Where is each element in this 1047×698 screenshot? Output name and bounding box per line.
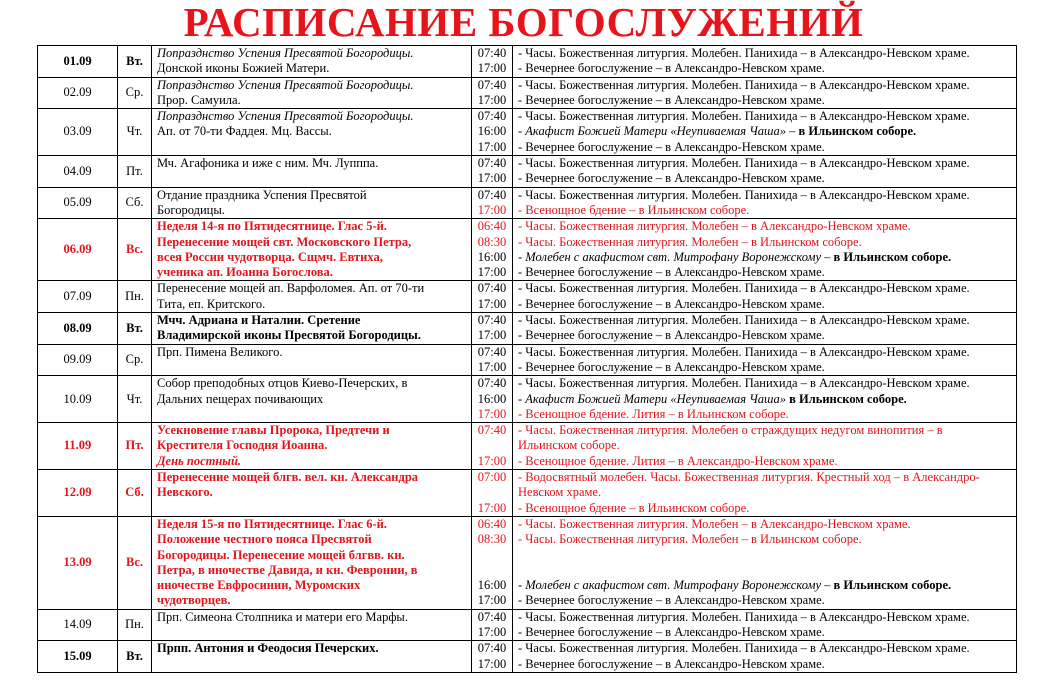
schedule-row (38, 344, 1017, 376)
description-line: Прп. Симеона Столпника и матери его Марфы. (157, 609, 408, 624)
row-weekday: Пт. (118, 156, 152, 188)
row-times (472, 376, 513, 423)
row-weekday: Вт. (118, 313, 152, 345)
service-line (518, 297, 1013, 312)
service-text: - Акафист Божией Матери «Неупиваемая Чаша» – (518, 124, 799, 139)
description-line: Ап. от 70-ти Фаддея. Мц. Вассы. (157, 124, 332, 139)
row-description (152, 344, 472, 376)
service-line (518, 657, 1013, 672)
description-line: Отдание праздника Успения Пресвятой (157, 187, 367, 202)
row-times (472, 516, 513, 609)
row-services (513, 423, 1017, 470)
service-line (518, 188, 1013, 203)
service-line (518, 501, 1013, 516)
service-time: 07:40 (477, 156, 507, 171)
service-time: 17:00 (477, 61, 507, 76)
row-services (513, 641, 1017, 673)
row-weekday: Вс. (118, 219, 152, 281)
service-line (518, 485, 1013, 500)
service-line (518, 532, 1013, 547)
service-time: 07:40 (477, 187, 507, 202)
service-time: 17:00 (477, 328, 507, 343)
service-text: в Ильинском соборе. (833, 578, 952, 593)
row-description (152, 641, 472, 673)
row-services (513, 313, 1017, 345)
description-line: Крестителя Господня Иоанна. (157, 438, 328, 453)
service-time: 08:30 (477, 532, 507, 547)
service-time: 16:00 (477, 578, 507, 593)
service-line (518, 124, 1013, 139)
row-description (152, 281, 472, 313)
service-line (518, 281, 1013, 296)
service-time: 07:40 (477, 46, 507, 60)
row-date: 10.09 (38, 376, 118, 423)
service-line (518, 360, 1013, 375)
service-time: 07:40 (477, 313, 507, 328)
row-date: 04.09 (38, 156, 118, 188)
service-time (472, 485, 512, 500)
row-weekday: Вс. (118, 516, 152, 609)
service-time: 07:40 (477, 281, 507, 296)
schedule-row (38, 609, 1017, 641)
service-time (472, 438, 512, 453)
service-time: 07:40 (477, 109, 507, 124)
service-time: 07:00 (477, 470, 507, 485)
row-times (472, 77, 513, 109)
row-date: 07.09 (38, 281, 118, 313)
service-text: в Ильинском соборе. (789, 391, 907, 406)
description-line: Перенесение мощей свт. Московского Петра, (157, 234, 412, 249)
row-weekday: Пт. (118, 423, 152, 470)
service-line (518, 578, 1013, 593)
service-text (518, 563, 521, 577)
row-weekday: Пн. (118, 281, 152, 313)
schedule-row (38, 516, 1017, 609)
service-text: - Часы. Божественная литургия. Молебен. Панихида – в Александро-Невском храме. (518, 109, 970, 124)
service-line (518, 235, 1013, 250)
service-text: - Всенощное бдение. Лития – в Александро-Невском храме. (518, 453, 838, 468)
service-time: 17:00 (477, 656, 507, 671)
row-services (513, 470, 1017, 517)
description-line: Тита, еп. Критского. (157, 296, 266, 311)
row-weekday: Чт. (118, 109, 152, 156)
service-time: 16:00 (477, 124, 507, 139)
service-text: - Вечернее богослужение – в Александро-Невском храме. (518, 296, 825, 311)
service-time: 07:40 (477, 609, 507, 624)
service-text: - Всенощное бдение – в Ильинском соборе. (518, 202, 750, 217)
row-times (472, 109, 513, 156)
description-line: Донской иконы Божией Матери. (157, 61, 330, 76)
service-text: - Вечернее богослужение – в Александро-Невском храме. (518, 139, 825, 154)
service-text: Ильинском соборе. (518, 438, 620, 453)
row-services (513, 46, 1017, 78)
service-text: - Часы. Божественная литургия. Молебен. Панихида – в Александро-Невском храме. (518, 156, 970, 171)
service-time: 07:40 (477, 77, 507, 92)
schedule-row (38, 109, 1017, 156)
description-line: всея России чудотворца. Сщмч. Евтиха, (157, 249, 383, 264)
row-services (513, 281, 1017, 313)
row-description (152, 156, 472, 188)
service-time (472, 548, 512, 563)
service-time: 16:00 (477, 249, 507, 264)
row-times (472, 609, 513, 641)
row-description (152, 423, 472, 470)
description-line: Прор. Самуила. (157, 92, 241, 107)
service-time: 17:00 (477, 296, 507, 311)
row-services (513, 219, 1017, 281)
service-line (518, 641, 1013, 656)
service-text: - Часы. Божественная литургия. Молебен. Панихида – в Александро-Невском храме. (518, 609, 970, 624)
description-line: Невского. (157, 485, 213, 500)
service-text: - Часы. Божественная литургия. Молебен. Панихида – в Александро-Невском храме. (518, 313, 970, 328)
description-line: Богородицы. Перенесение мощей блгвв. кн. (157, 547, 405, 562)
service-line (518, 345, 1013, 360)
service-text: - Молебен с акафистом свт. Митрофану Воронежскому – (518, 578, 834, 593)
service-text: в Ильинском соборе. (833, 249, 952, 264)
description-line: Собор преподобных отцов Киево-Печерских, в (157, 376, 408, 391)
service-line (518, 593, 1013, 608)
service-line (518, 93, 1013, 108)
service-line (518, 109, 1013, 124)
row-description (152, 219, 472, 281)
row-description (152, 109, 472, 156)
service-text: - Вечернее богослужение – в Александро-Невском храме. (518, 171, 825, 186)
row-services (513, 156, 1017, 188)
row-date: 14.09 (38, 609, 118, 641)
schedule-row (38, 156, 1017, 188)
description-line: Неделя 14-я по Пятидесятнице. Глас 5-й. (157, 219, 387, 234)
service-time: 17:00 (477, 359, 507, 374)
row-date: 03.09 (38, 109, 118, 156)
service-text: - Часы. Божественная литургия. Молебен – в Александро-Невском храме. (518, 516, 911, 531)
description-line: чудотворцев. (157, 593, 231, 608)
row-date: 13.09 (38, 516, 118, 609)
row-services (513, 609, 1017, 641)
service-line (518, 407, 1013, 422)
row-description (152, 609, 472, 641)
description-line: Попразднство Успения Пресвятой Богородицы. (157, 46, 414, 60)
service-time: 17:00 (477, 202, 507, 217)
service-text: - Молебен с акафистом свт. Митрофану Воронежскому – (518, 249, 834, 264)
service-time: 17:00 (477, 593, 507, 608)
schedule-body (38, 46, 1017, 673)
row-description (152, 77, 472, 109)
row-date: 02.09 (38, 77, 118, 109)
service-line (518, 376, 1013, 391)
description-line: Попразднство Успения Пресвятой Богородицы. (157, 77, 414, 92)
service-text: - Вечернее богослужение – в Александро-Невском храме. (518, 265, 825, 280)
service-line (518, 517, 1013, 532)
row-weekday: Ср. (118, 344, 152, 376)
service-text: - Часы. Божественная литургия. Молебен – в Ильинском соборе. (518, 532, 862, 547)
service-time: 17:00 (477, 624, 507, 639)
service-time: 17:00 (477, 406, 507, 421)
row-times (472, 187, 513, 219)
service-time: 17:00 (477, 139, 507, 154)
service-time: 06:40 (477, 516, 507, 531)
service-line (518, 563, 1013, 578)
description-line: Прпп. Антония и Феодосия Печерских. (157, 641, 379, 656)
schedule-table (37, 45, 1017, 673)
page-title: РАСПИСАНИЕ БОГОСЛУЖЕНИЙ (183, 0, 864, 45)
service-text: - Часы. Божественная литургия. Молебен. Панихида – в Александро-Невском храме. (518, 281, 970, 296)
service-text: - Всенощное бдение – в Ильинском соборе. (518, 500, 750, 515)
row-date: 11.09 (38, 423, 118, 470)
row-times (472, 313, 513, 345)
row-description (152, 376, 472, 423)
row-times (472, 156, 513, 188)
service-text: - Вечернее богослужение – в Александро-Невском храме. (518, 61, 825, 76)
description-line: Положение честного пояса Пресвятой (157, 532, 372, 547)
row-services (513, 344, 1017, 376)
row-times (472, 219, 513, 281)
service-line (518, 548, 1013, 563)
row-times (472, 344, 513, 376)
description-line: Мчч. Адриана и Наталии. Сретение (157, 313, 361, 328)
service-text: - Вечернее богослужение – в Александро-Невском храме. (518, 328, 825, 343)
description-line: Мч. Агафоника и иже с ним. Мч. Лупппа. (157, 156, 379, 171)
description-line: Владимирской иконы Пресвятой Богородицы. (157, 328, 421, 343)
service-text: в Ильинском соборе. (798, 124, 917, 139)
service-text: - Акафист Божией Матери «Неупиваемая Чаша» (518, 391, 790, 406)
service-time: 07:40 (477, 376, 507, 391)
description-line: Прп. Пимена Великого. (157, 344, 283, 359)
schedule-row (38, 423, 1017, 470)
schedule-row (38, 281, 1017, 313)
service-line (518, 219, 1013, 234)
schedule-row (38, 376, 1017, 423)
service-line (518, 392, 1013, 407)
service-text: - Часы. Божественная литургия. Молебен. Панихида – в Александро-Невском храме. (518, 77, 970, 92)
row-weekday: Пн. (118, 609, 152, 641)
service-line (518, 438, 1013, 453)
service-line (518, 140, 1013, 155)
row-times (472, 423, 513, 470)
schedule-row (38, 470, 1017, 517)
service-line (518, 171, 1013, 186)
row-weekday: Сб. (118, 187, 152, 219)
service-time: 17:00 (477, 265, 507, 280)
service-time: 17:00 (477, 171, 507, 186)
schedule-row (38, 219, 1017, 281)
row-description (152, 470, 472, 517)
service-line (518, 625, 1013, 640)
service-text: - Вечернее богослужение – в Александро-Невском храме. (518, 656, 825, 671)
service-line (518, 156, 1013, 171)
service-time: 07:40 (477, 641, 507, 656)
service-line (518, 328, 1013, 343)
description-line: Попразднство Успения Пресвятой Богородицы. (157, 109, 414, 124)
service-text: - Часы. Божественная литургия. Молебен – в Ильинском соборе. (518, 234, 862, 249)
row-weekday: Вт. (118, 46, 152, 78)
service-text: Невском храме. (518, 485, 602, 500)
service-text: - Всенощное бдение. Лития – в Ильинском соборе. (518, 406, 789, 421)
schedule-row (38, 641, 1017, 673)
service-time (472, 563, 512, 578)
description-line: Перенесение мощей ап. Варфоломея. Ап. от 70-ти (157, 281, 425, 296)
service-text: - Вечернее богослужение – в Александро-Невском храме. (518, 359, 825, 374)
row-weekday: Вт. (118, 641, 152, 673)
service-line (518, 454, 1013, 469)
service-text: - Вечернее богослужение – в Александро-Невском храме. (518, 92, 825, 107)
schedule-row (38, 77, 1017, 109)
description-line: Петра, в иночестве Давида, и кн. Февронии, в (157, 562, 418, 577)
service-line (518, 203, 1013, 218)
service-text: - Часы. Божественная литургия. Молебен. Панихида – в Александро-Невском храме. (518, 641, 970, 656)
row-times (472, 641, 513, 673)
row-weekday: Чт. (118, 376, 152, 423)
service-text: - Водосвятный молебен. Часы. Божественная литургия. Крестный ход – в Александро- (518, 470, 980, 485)
service-time: 06:40 (477, 219, 507, 234)
row-times (472, 470, 513, 517)
row-services (513, 187, 1017, 219)
service-line (518, 423, 1013, 438)
description-line: День постный. (157, 453, 242, 468)
row-date: 12.09 (38, 470, 118, 517)
description-line: Богородицы. (157, 202, 225, 217)
service-time: 08:30 (477, 234, 507, 249)
service-line (518, 250, 1013, 265)
row-date: 06.09 (38, 219, 118, 281)
row-date: 01.09 (38, 46, 118, 78)
service-time: 07:40 (477, 344, 507, 359)
service-line (518, 265, 1013, 280)
schedule-row (38, 187, 1017, 219)
row-services (513, 77, 1017, 109)
service-text: - Вечернее богослужение – в Александро-Невском храме. (518, 593, 825, 608)
row-date: 09.09 (38, 344, 118, 376)
service-text (518, 548, 521, 562)
service-line (518, 61, 1013, 76)
service-time: 16:00 (477, 391, 507, 406)
service-line (518, 313, 1013, 328)
service-text: - Часы. Божественная литургия. Молебен. Панихида – в Александро-Невском храме. (518, 376, 970, 391)
row-times (472, 281, 513, 313)
row-description (152, 187, 472, 219)
service-time: 07:40 (477, 423, 507, 438)
description-line: иночестве Евфросинии, Муромских (157, 578, 361, 593)
schedule-row (38, 313, 1017, 345)
description-line: Перенесение мощей блгв. вел. кн. Александра (157, 470, 419, 485)
service-text: - Часы. Божественная литургия. Молебен. Панихида – в Александро-Невском храме. (518, 187, 970, 202)
service-line (518, 78, 1013, 93)
schedule-row (38, 46, 1017, 78)
row-description (152, 516, 472, 609)
row-date: 15.09 (38, 641, 118, 673)
row-services (513, 376, 1017, 423)
service-text: - Часы. Божественная литургия. Молебен. Панихида – в Александро-Невском храме. (518, 344, 970, 359)
service-text: - Часы. Божественная литургия. Молебен – в Александро-Невском храме. (518, 219, 911, 234)
description-line: Дальних пещерах почивающих (157, 391, 324, 406)
description-line: ученика ап. Иоанна Богослова. (157, 265, 333, 280)
service-line (518, 470, 1013, 485)
row-weekday: Сб. (118, 470, 152, 517)
service-time: 17:00 (477, 92, 507, 107)
row-weekday: Ср. (118, 77, 152, 109)
service-time: 17:00 (477, 453, 507, 468)
service-line (518, 46, 1013, 61)
service-time: 17:00 (477, 500, 507, 515)
service-text: - Часы. Божественная литургия. Молебен. Панихида – в Александро-Невском храме. (518, 46, 970, 60)
row-times (472, 46, 513, 78)
row-date: 08.09 (38, 313, 118, 345)
service-line (518, 610, 1013, 625)
description-line: Усекновение главы Пророка, Предтечи и (157, 423, 390, 438)
row-services (513, 516, 1017, 609)
service-text: - Часы. Божественная литургия. Молебен о страждущих недугом винопития – в (518, 423, 943, 438)
description-line: Неделя 15-я по Пятидесятнице. Глас 6-й. (157, 516, 387, 531)
row-description (152, 313, 472, 345)
row-description (152, 46, 472, 78)
row-date: 05.09 (38, 187, 118, 219)
service-text: - Вечернее богослужение – в Александро-Невском храме. (518, 624, 825, 639)
row-services (513, 109, 1017, 156)
